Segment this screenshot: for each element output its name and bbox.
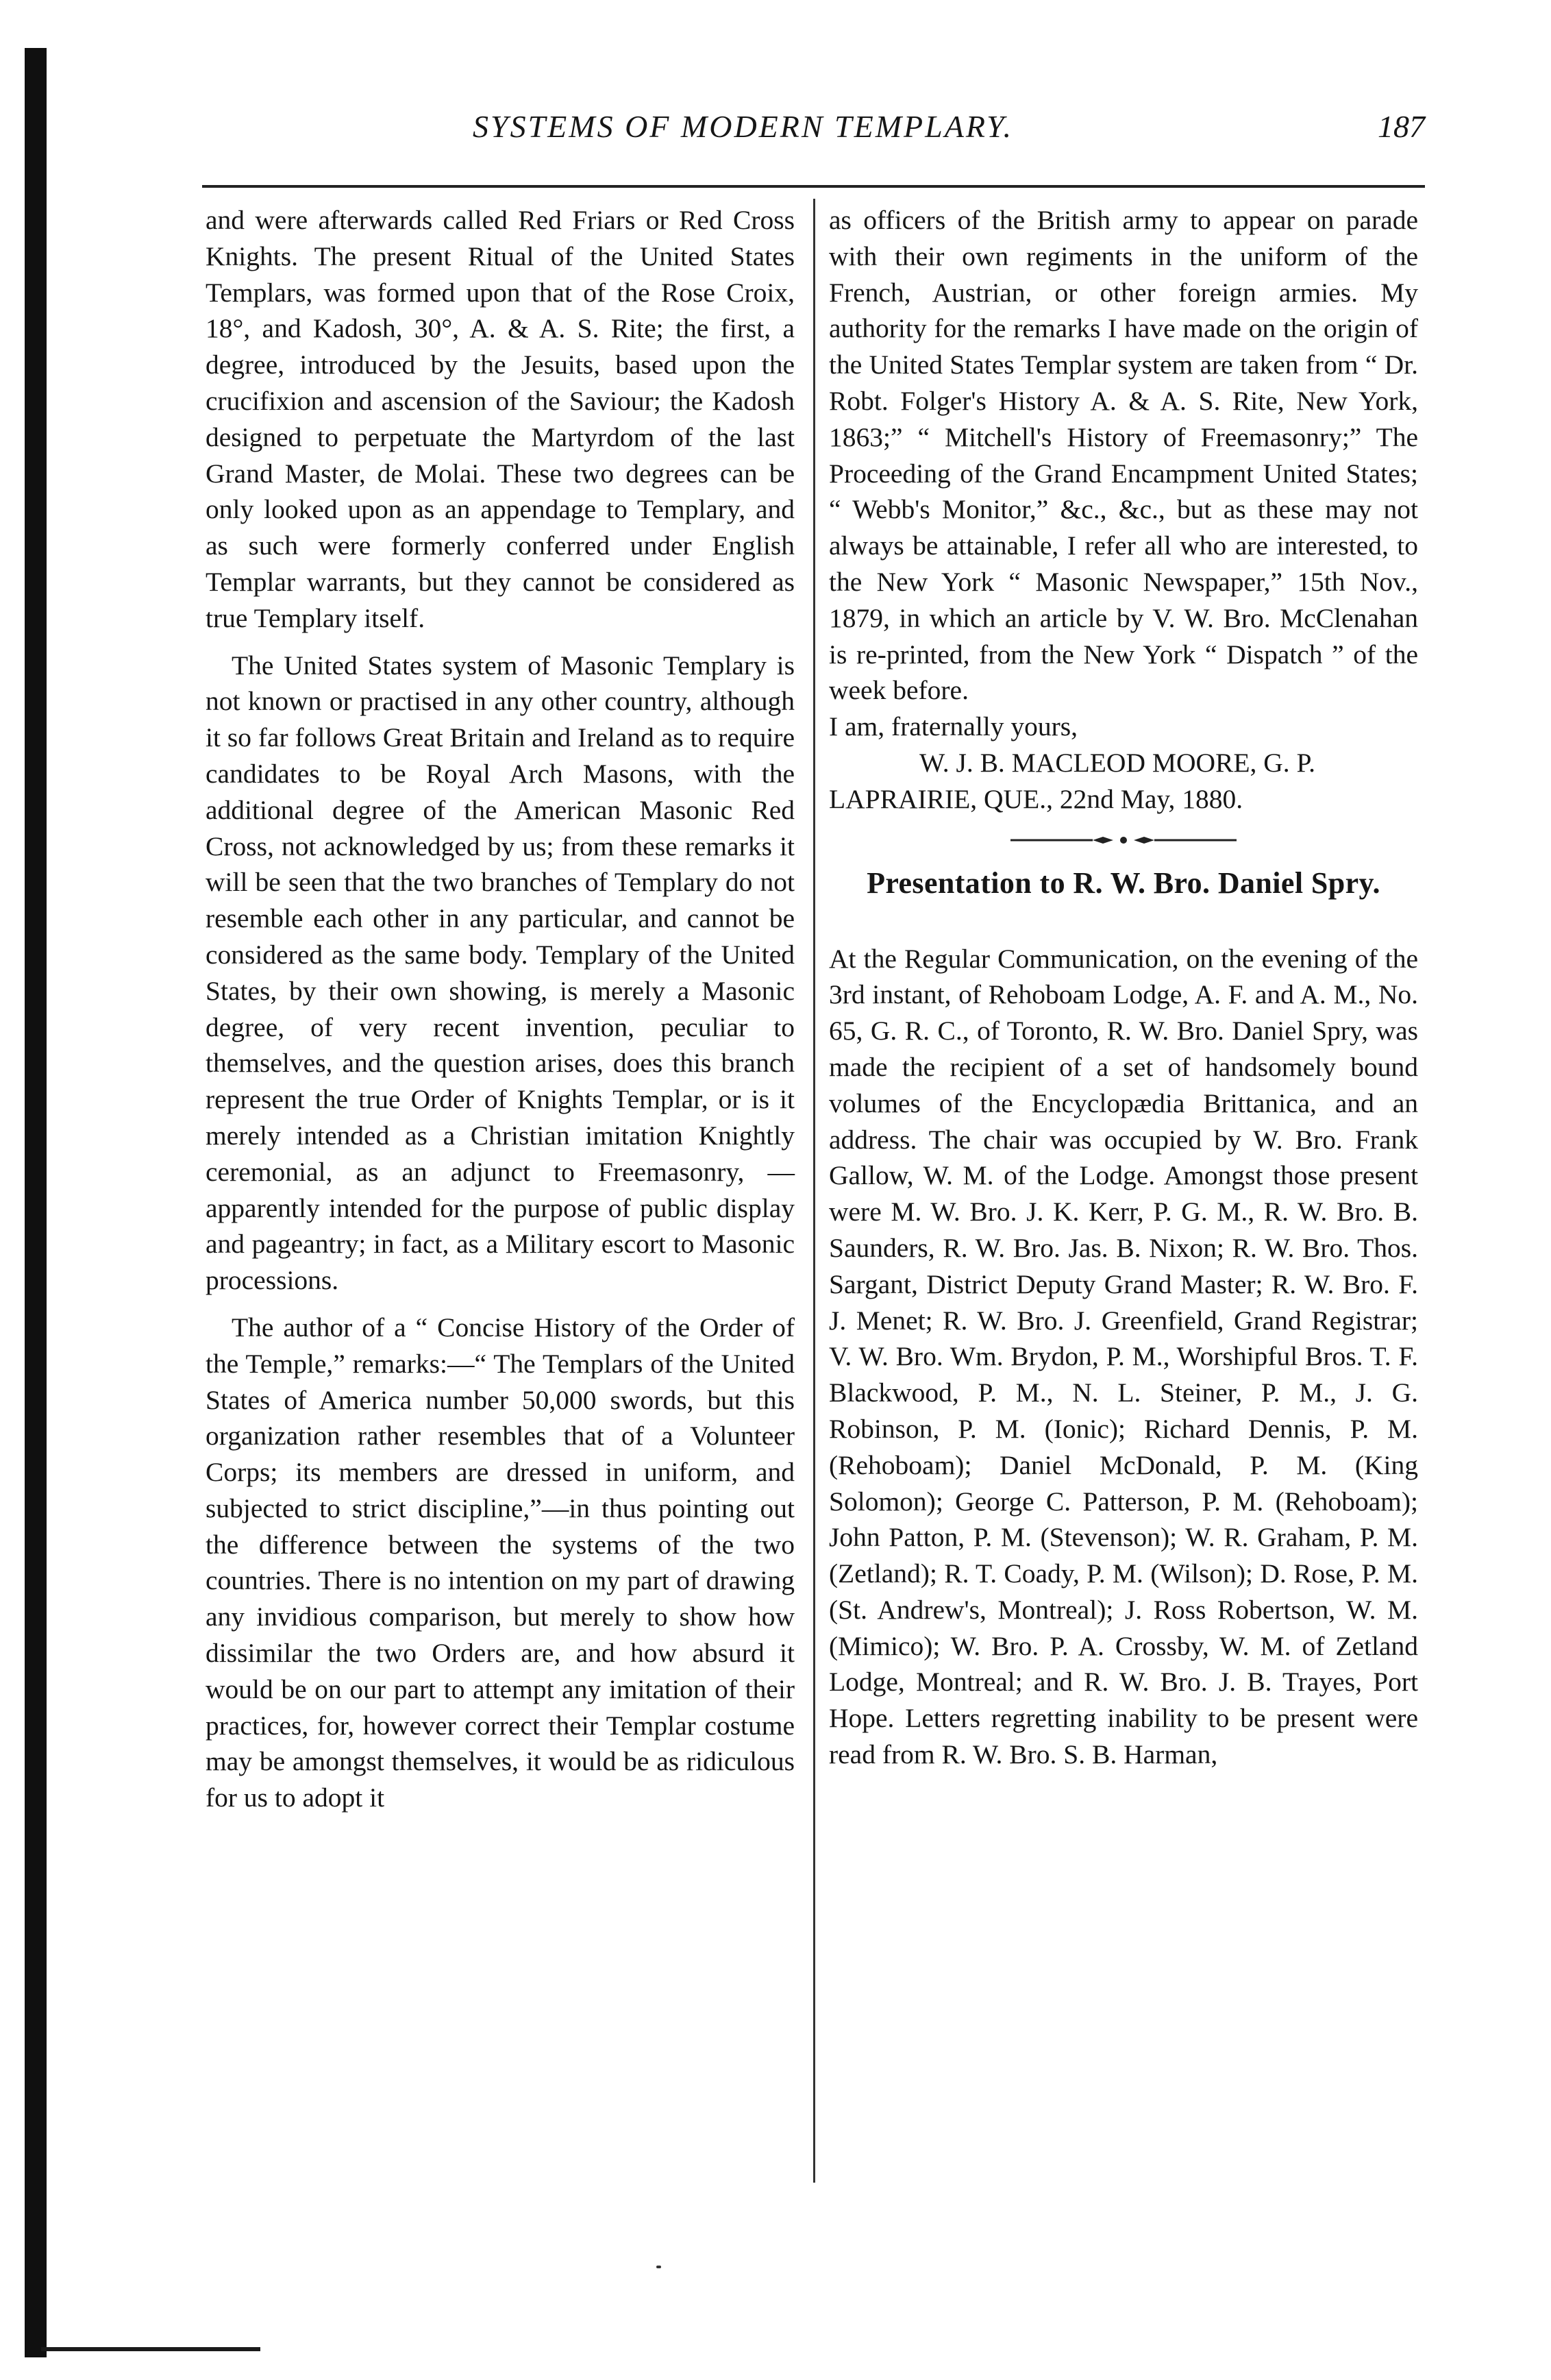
letter-dateline: LAPRAIRIE, QUE., 22nd May, 1880. [829, 783, 1243, 814]
notice-heading: Presentation to R. W. Bro. Daniel Spry. [867, 866, 1380, 900]
left-column [206, 202, 795, 1816]
binding-edge [25, 48, 47, 2357]
column-divider [813, 199, 815, 2183]
running-title: SYSTEMS OF MODERN TEMPLARY. [473, 109, 1013, 144]
section-ornament [1010, 835, 1237, 845]
letter-continuation: as officers of the British army to appear on parade with their own regiments in the uniform of the French, Austrian, or other foreign armies. My authority for the remarks I have made on the origin of the United States Templar system are taken from “ Dr. Robt. Folger's History A. & A. S. Rite, New York, 1863;” “ Mitchell's History of Freemasonry;” The Proceeding of the Grand Encampment United States; “ Webb's Monitor,” &c., &c., but as these may not always be attainable, I refer all who are interested, to the New York “ Masonic Newspaper,” 15th Nov., 1879, in which an article by V. W. Bro. McClenahan is re-printed, from the New York “ Dispatch ” of the week before. [829, 205, 1418, 706]
left-paragraph-3: The author of a “ Concise History of the Order of the Temple,” remarks:—“ The Templars of the United States of America number 50,000 swords, but this organization rather resembles that of a Volunteer Corps; its members are dressed in uniform, and subjected to strict discipline,”—in thus pointing out the difference between the systems of the two countries. There is no intention on my part of drawing any invidious comparison, but merely to show how dissimilar the two Orders are, and how absurd it would be on our part to attempt any imitation of their practices, for, however correct their Templar costume may be amongst themselves, it would be as ridiculous for us to adopt it [206, 1312, 795, 1813]
left-paragraph-2: The United States system of Masonic Templary is not known or practised in any other country, although it so far follows Great Britain and Ireland as to require candidates to be Royal Arch Masons, with the additional degree of the American Masonic Red Cross, not acknowledged by us; from these remarks it will be seen that the two branches of Templary do not resemble each other in any particular, and cannot be considered as the same body. Templary of the United States, by their own showing, is merely a Masonic degree, of very recent invention, peculiar to themselves, and the question arises, does this branch represent the true Order of Knights Templar, or is it merely intended as a Christian imitation Knightly ceremonial, as an adjunct to Freemasonry, —apparently intended for the purpose of public display and pageantry; in fact, as a Military escort to Masonic processions. [206, 650, 795, 1296]
folio-mark [656, 2266, 661, 2268]
notice-body: At the Regular Communication, on the evening of the 3rd instant, of Rehoboam Lodge, A. F. and A. M., No. 65, G. R. C., of Toronto, R. W. Bro. Daniel Spry, was made the recipient of a set of handsomely bound volumes of the Encyclopædia Brittanica, and an address. The chair was occupied by W. Bro. Frank Gallow, W. M. of the Lodge. Amongst those present were M. W. Bro. J. K. Kerr, P. G. M., R. W. Bro. B. Saunders, R. W. Bro. Jas. B. Nixon; R. W. Bro. Thos. Sargant, District Deputy Grand Master; R. W. Bro. F. J. Menet; R. W. Bro. J. Greenfield, Grand Registrar; V. W. Bro. Wm. Brydon, P. M., Worshipful Bros. T. F. Blackwood, P. M., N. L. Steiner, P. M., J. G. Robinson, P. M. (Ionic); Richard Dennis, P. M. (Rehoboam); Daniel McDonald, P. M. (King Solomon); George C. Patterson, P. M. (Rehoboam); John Patton, P. M. (Stevenson); W. R. Graham, P. M. (Zetland); R. T. Coady, P. M. (Wilson); D. Rose, P. M. (St. Andrew's, Montreal); J. Ross Robertson, W. M. (Mimico); W. Bro. P. A. Crossby, W. M. of Zetland Lodge, Montreal; and R. W. Bro. J. B. Trayes, Port Hope. Letters regretting inability to be present were read from R. W. Bro. S. B. Harman, [829, 943, 1418, 1770]
header-rule [202, 185, 1425, 188]
letter-signature: W. J. B. MACLEOD MOORE, G. P. [919, 747, 1315, 778]
letter-closing: I am, fraternally yours, [829, 711, 1078, 742]
left-paragraph-1: and were afterwards called Red Friars or Red Cross Knights. The present Ritual of the United States Templars, was formed upon that of the Rose Croix, 18°, and Kadosh, 30°, A. & A. S. Rite; the first, a degree, introduced by the Jesuits, based upon the crucifixion and ascension of the Saviour; the Kadosh designed to perpetuate the Martyrdom of the last Grand Master, de Molai. These two degrees can be only looked upon as an appendage to Templary, and as such were formerly conferred under English Templar warrants, but they cannot be considered as true Templary itself. [206, 205, 795, 633]
binding-edge-foot [41, 2347, 260, 2351]
right-column [829, 202, 1418, 1773]
page-number: 187 [1378, 109, 1425, 144]
running-header [206, 103, 1425, 151]
